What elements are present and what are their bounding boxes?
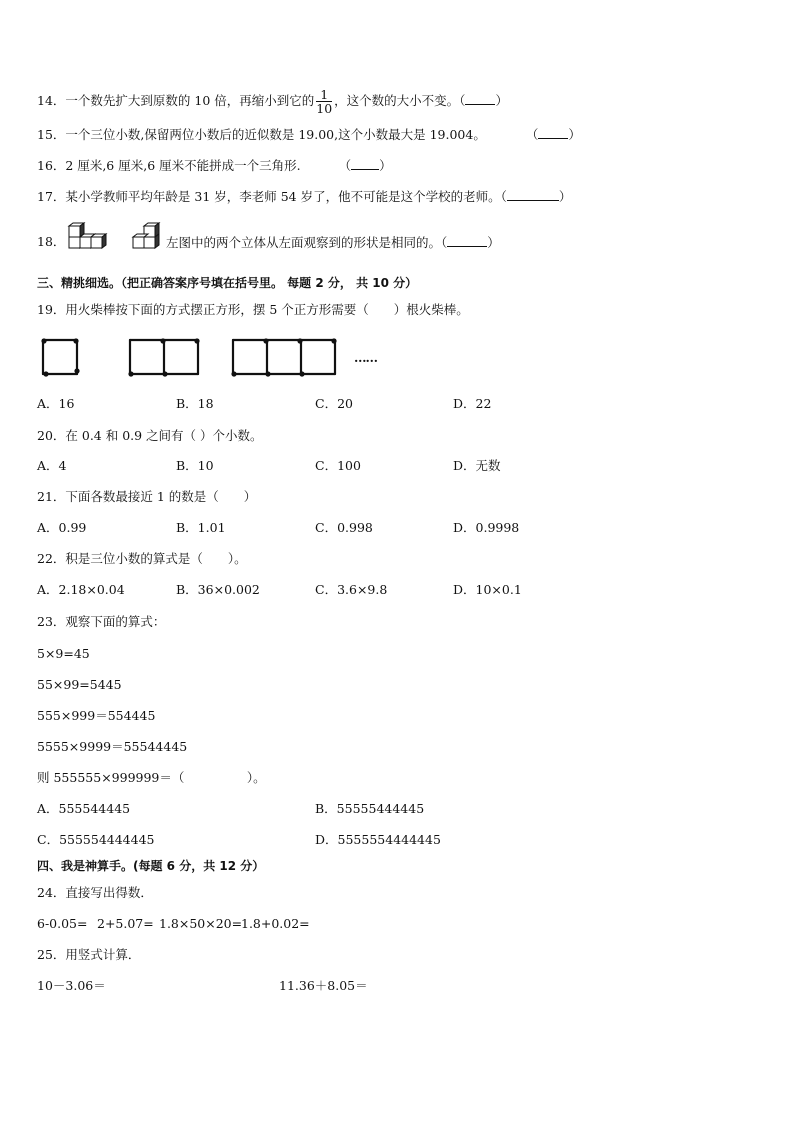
- question-23: 23．观察下面的算式：: [37, 614, 166, 629]
- option-a[interactable]: A．0.99: [37, 520, 87, 535]
- section-4-heading: 四、我是神算手。(每题 6 分，共 12 分）: [37, 859, 265, 873]
- equation-line: 5555×9999＝55544445: [37, 739, 188, 754]
- answer-blank[interactable]: [351, 157, 379, 170]
- option-c[interactable]: C．555554444445: [37, 832, 155, 847]
- vertical-calc-item: 11.36＋8.05＝: [279, 978, 368, 993]
- answer-blank[interactable]: [507, 188, 559, 201]
- question-25: 25．用竖式计算．: [37, 947, 141, 962]
- option-d[interactable]: D．0.9998: [453, 520, 520, 535]
- question-21: 21．下面各数最接近 1 的数是（ ）: [37, 489, 257, 504]
- answer-blank[interactable]: [538, 126, 568, 139]
- mental-calc-item: 1.8+0.02=: [241, 916, 310, 931]
- question-22: 22．积是三位小数的算式是（ ）。: [37, 551, 247, 566]
- option-a[interactable]: A．4: [37, 458, 67, 473]
- option-b[interactable]: B．18: [176, 396, 214, 411]
- option-a[interactable]: A．555544445: [37, 801, 131, 816]
- fraction-one-tenth: $\frac{1}{10}$: [316, 87, 333, 116]
- equation-line: 555×999＝554445: [37, 708, 156, 723]
- mental-calc-item: 1.8×50×20=: [159, 916, 243, 931]
- cube-figures: [66, 222, 166, 258]
- question-17: 17．某小学教师平均年龄是 31 岁，李老师 54 岁了，他不可能是这个学校的老师。（ ）: [37, 189, 572, 204]
- option-b[interactable]: B．36×0.002: [176, 582, 260, 597]
- question-19: 19．用火柴棒按下面的方式摆正方形，摆 5 个正方形需要（ ）根火柴棒。: [37, 302, 469, 317]
- vertical-calc-item: 10－3.06＝: [37, 978, 106, 993]
- answer-blank[interactable]: [465, 92, 495, 105]
- question-18-text: 左图中的两个立体从左面观察到的形状是相同的。（ ）: [166, 235, 500, 250]
- option-d[interactable]: D．无数: [453, 458, 501, 473]
- option-c[interactable]: C．20: [315, 396, 353, 411]
- option-d[interactable]: D．5555554444445: [315, 832, 441, 847]
- option-a[interactable]: A．16: [37, 396, 75, 411]
- continuation-dots: ……: [354, 350, 377, 365]
- question-23-ask: 则 555555×999999＝（ ）。: [37, 770, 266, 785]
- option-b[interactable]: B．10: [176, 458, 214, 473]
- matchstick-squares-figure: [38, 336, 388, 380]
- mental-calc-item: 6-0.05=: [37, 916, 88, 931]
- option-a[interactable]: A．2.18×0.04: [37, 582, 125, 597]
- mental-calc-item: 2+5.07=: [97, 916, 154, 931]
- option-c[interactable]: C．100: [315, 458, 361, 473]
- question-20: 20．在 0.4 和 0.9 之间有（ ）个小数。: [37, 428, 263, 443]
- option-c[interactable]: C．0.998: [315, 520, 373, 535]
- option-d[interactable]: D．10×0.1: [453, 582, 522, 597]
- option-b[interactable]: B．1.01: [176, 520, 226, 535]
- question-15: 15．一个三位小数,保留两位小数后的近似数是 19.00,这个小数最大是 19.004。 （ ）: [37, 127, 581, 142]
- question-16: 16．2 厘米,6 厘米,6 厘米不能拼成一个三角形. （ ）: [37, 158, 392, 173]
- question-18: 18．: [37, 234, 66, 249]
- question-24: 24．直接写出得数．: [37, 885, 153, 900]
- option-b[interactable]: B．55555444445: [315, 801, 425, 816]
- question-14: 14．一个数先扩大到原数的 10 倍，再缩小到它的 $\frac{1}{10}$ ，这个数的大小不变。（ ）: [37, 87, 508, 116]
- equation-line: 55×99=5445: [37, 677, 122, 692]
- section-3-heading: 三、精挑细选。（把正确答案序号填在括号里。 每题 2 分， 共 10 分）: [37, 276, 418, 290]
- equation-line: 5×9=45: [37, 646, 90, 661]
- option-c[interactable]: C．3.6×9.8: [315, 582, 388, 597]
- option-d[interactable]: D．22: [453, 396, 492, 411]
- answer-blank[interactable]: [447, 234, 487, 247]
